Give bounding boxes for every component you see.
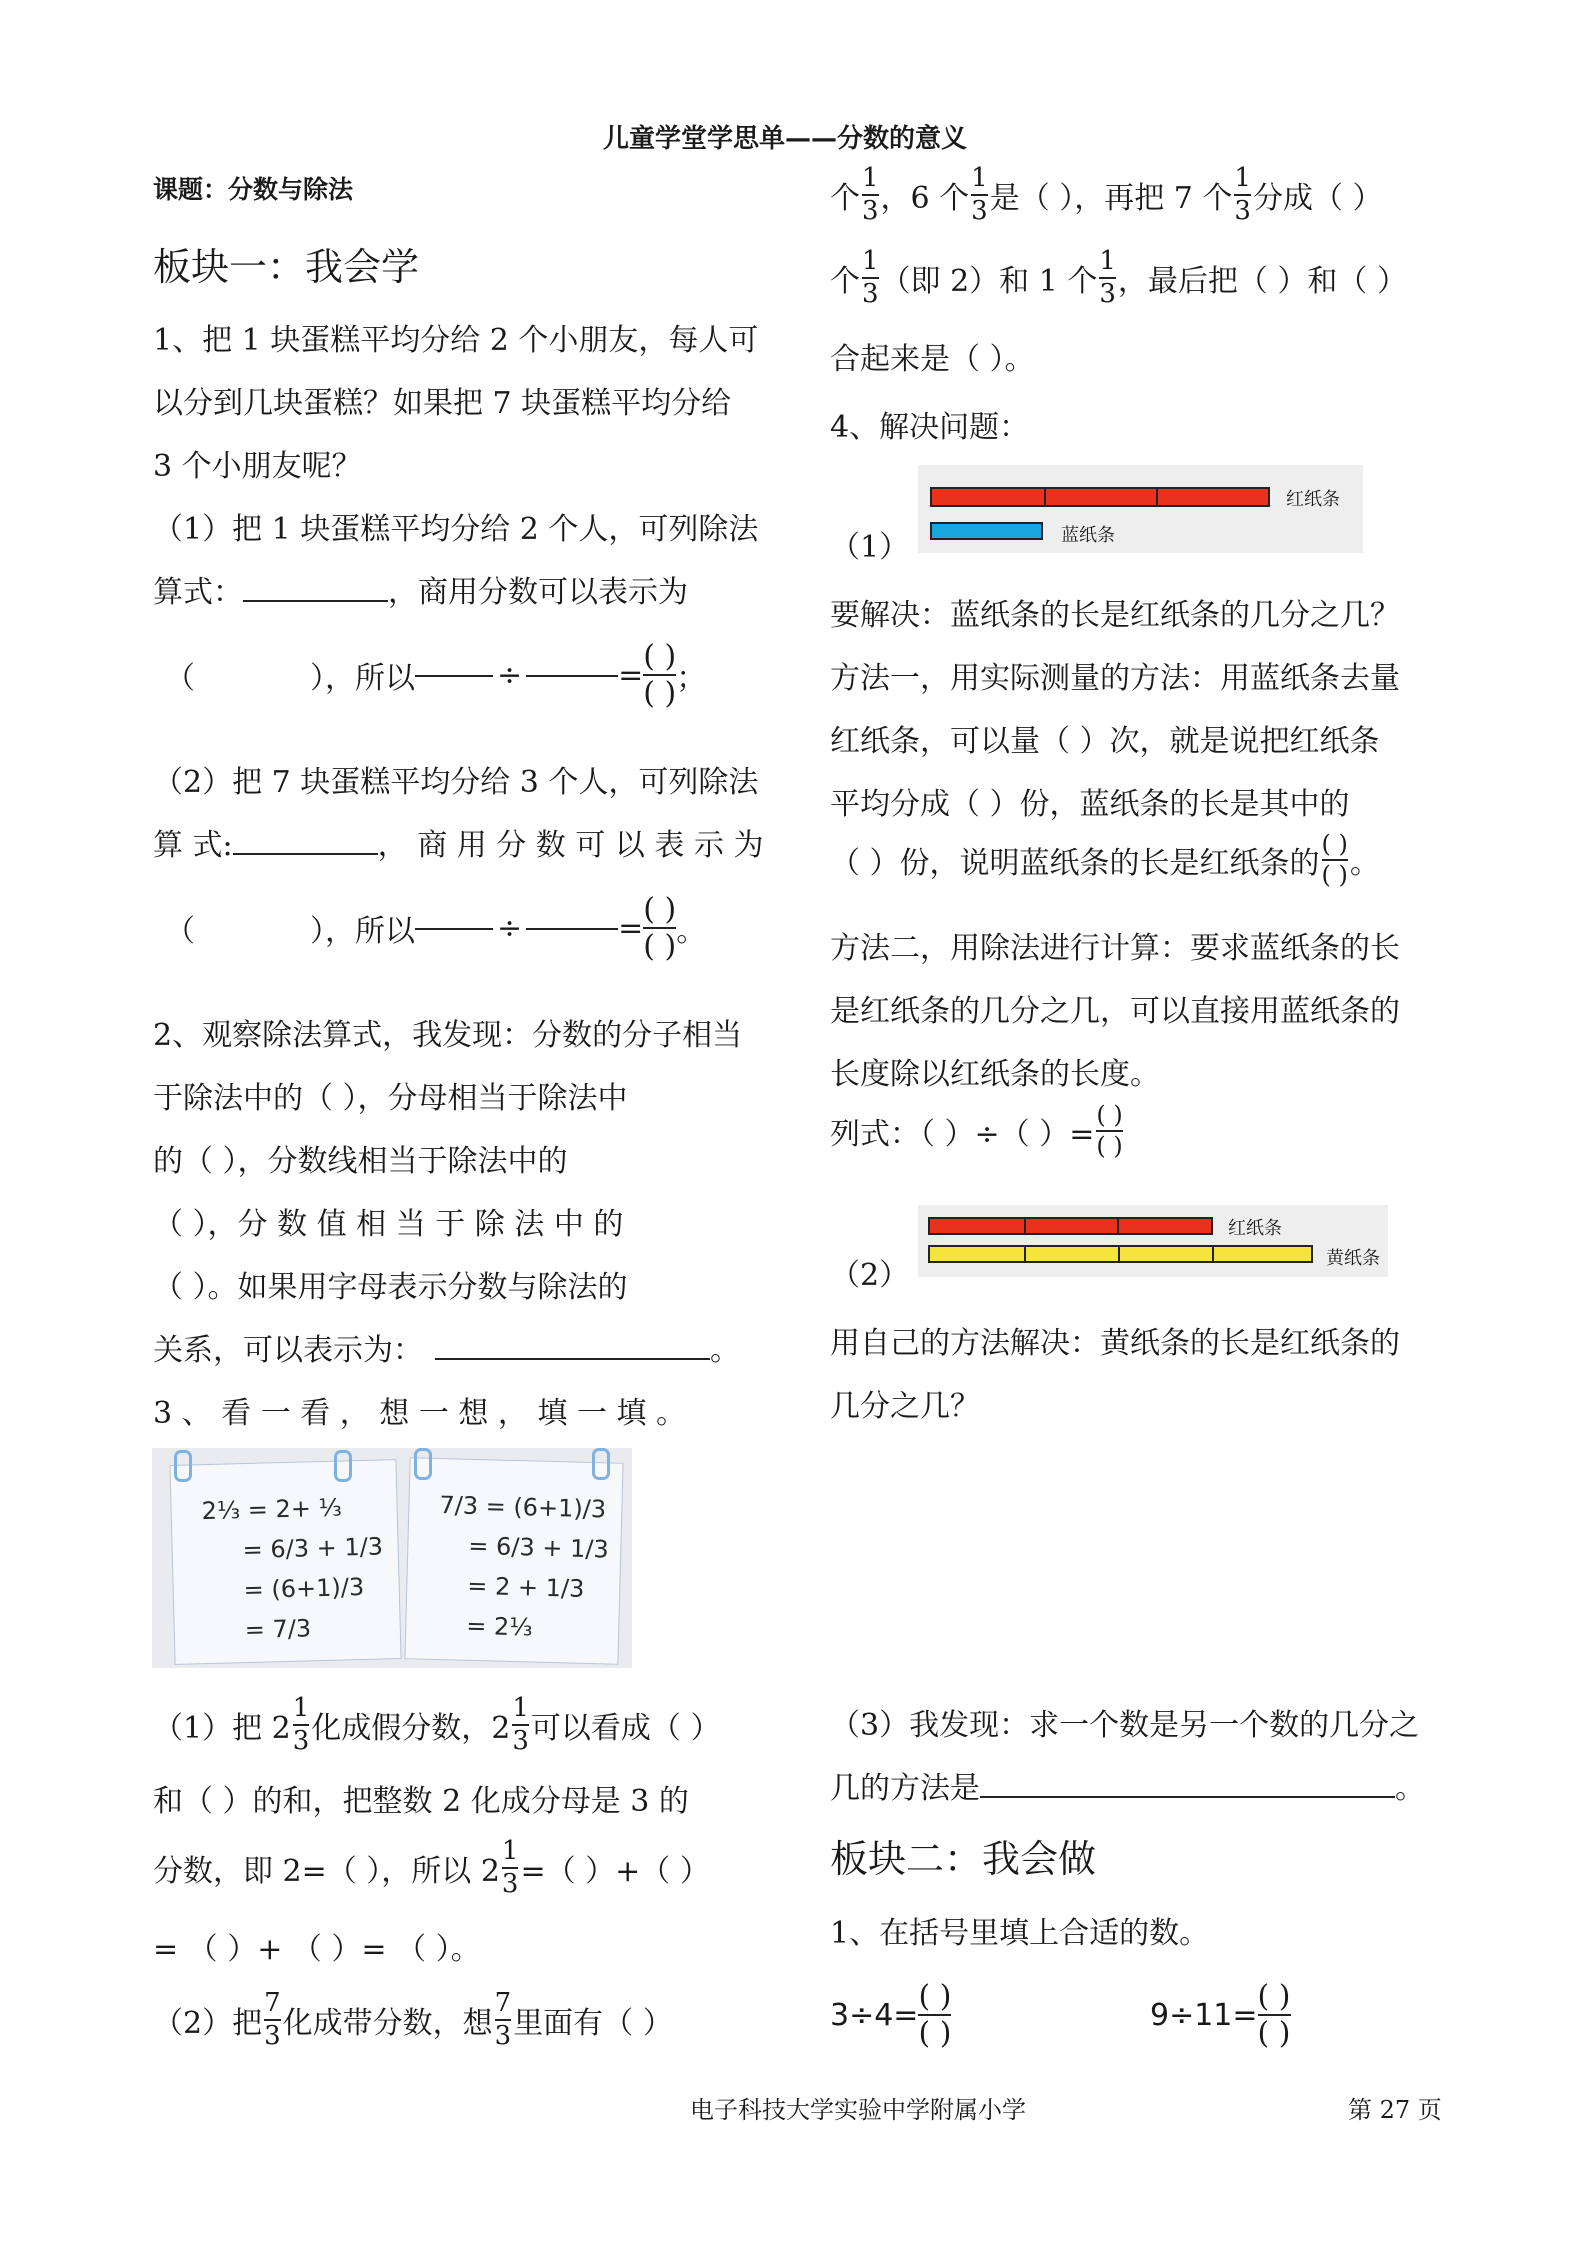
red-strip [930, 487, 1270, 507]
red-strip [928, 1217, 1213, 1235]
q4-line8: 长度除以红纸条的长度。 [830, 1057, 1160, 1092]
q4-line5 [830, 832, 1380, 888]
q3-left-step3: = (6+1)/3 [243, 1572, 365, 1605]
page-title: 儿童学堂学思单——分数的意义 [603, 124, 968, 154]
q1-part2-prefix: 算 式: [153, 828, 233, 863]
q1-part1-open-paren: （ [165, 661, 195, 696]
right-cont-line2 [830, 248, 1407, 309]
q3-part1-line3 [153, 1838, 710, 1899]
right-text-g: ，最后把（ ）和（ ） [1117, 264, 1407, 300]
q1-part1-expression-blank[interactable] [243, 599, 388, 602]
blue-strip [930, 522, 1043, 540]
q3-part2-line1 [153, 1990, 673, 2051]
q3-illustration [152, 1448, 632, 1668]
fraction-denominator[interactable]: ( ) [643, 929, 677, 964]
q1-part2-divide-sign: ÷ [497, 910, 523, 946]
q2-line2: 于除法中的（ ），分母相当于除法中 [153, 1081, 628, 1116]
q1-part2-line2 [153, 820, 763, 864]
right-text-b: ，6 个 [880, 181, 970, 217]
right-text-a: 个 [830, 181, 860, 217]
q2-line5: （ ）。如果用字母表示分数与除法的 [153, 1270, 628, 1305]
q3-part1-text-b: 化成假分数，2 [311, 1711, 511, 1747]
q4-formula [830, 1103, 1125, 1159]
q3-paper-right [404, 1457, 623, 1665]
footer-page-number: 第 27 页 [1348, 2096, 1442, 2124]
paperclip-icon [414, 1448, 432, 1480]
fraction-seven-thirds: $\frac{7}{3}$ [264, 1988, 281, 2052]
q1-part2-line1: （2）把 7 块蛋糕平均分给 3 个人，可列除法 [153, 765, 759, 800]
q4-bars-figure-2 [918, 1205, 1388, 1277]
q1-line2: 以分到几块蛋糕？如果把 7 块蛋糕平均分给 [153, 386, 732, 421]
q3-right-step4: = 2⅓ [465, 1611, 533, 1642]
q4-part3-end: 。 [1395, 1771, 1425, 1806]
paperclip-icon [174, 1450, 192, 1482]
red-strip-label: 红纸条 [1228, 1218, 1282, 1239]
section-2-q1: 1、在括号里填上合适的数。 [830, 1916, 1210, 1951]
q1-part1-divide-sign: ÷ [497, 657, 523, 693]
section-1-title: 板块一：我会学 [153, 245, 420, 289]
q3-right-step1: 7/3 = (6+1)/3 [439, 1491, 607, 1524]
q3-right-step3: = 2 + 1/3 [466, 1571, 585, 1603]
right-text-c: 是（ ），再把 7 个 [989, 181, 1233, 217]
q4-part1-label: （1） [830, 530, 910, 565]
q3-part2-text-c: 里面有（ ） [513, 2006, 673, 2042]
q1-part1-so: ），所以 [310, 661, 415, 696]
q4-line5-end: 。 [1349, 846, 1380, 882]
red-strip-label: 红纸条 [1286, 489, 1340, 510]
q4-part3-line2 [830, 1763, 1425, 1807]
q4-formula-text: 列式：（ ）÷（ ）= [830, 1117, 1095, 1153]
q1-part1-prefix: 算式： [153, 575, 243, 610]
exercise-2-expression: 9÷11= [1150, 1997, 1258, 2033]
q1-line1: 1、把 1 块蛋糕平均分给 2 个小朋友，每人可 [153, 323, 759, 358]
exercise-1-fraction[interactable]: ( ) ( ) [918, 1979, 952, 2051]
paperclip-icon [592, 1448, 610, 1480]
q3-part2-text-a: （2）把 [153, 2006, 263, 2042]
q4-part3-text: 几的方法是 [830, 1771, 980, 1806]
q4-line2: 方法一，用实际测量的方法：用蓝纸条去量 [830, 661, 1400, 696]
right-text-d: 分成（ ） [1252, 181, 1383, 217]
fraction-one-third: $\frac{1}{3}$ [862, 246, 879, 310]
q1-part2-divisor-blank[interactable] [526, 927, 618, 930]
fraction-numerator[interactable]: ( ) [643, 892, 677, 927]
q1-part2-fraction[interactable] [643, 893, 676, 963]
section-2-title: 板块二：我会做 [830, 1837, 1097, 1881]
q3-part1-line1 [153, 1695, 720, 1756]
q1-part2-dividend-blank[interactable] [415, 927, 493, 930]
q4-formula-fraction[interactable]: $\frac{( )}{( )}$ [1096, 1101, 1123, 1161]
q1-part1-suffix: ，商用分数可以表示为 [388, 575, 688, 610]
q1-part2-end: 。 [676, 914, 707, 949]
q3-left-step2: = 6/3 + 1/3 [242, 1532, 384, 1565]
fraction-one-third: $\frac{1}{3}$ [512, 1693, 529, 1757]
q2-relation-end: 。 [710, 1333, 740, 1368]
q2-line1: 2、观察除法算式，我发现：分数的分子相当 [153, 1018, 743, 1053]
q2-line6 [153, 1325, 740, 1369]
q1-part1-dividend-blank[interactable] [415, 674, 493, 677]
section-2-exercise-2 [1150, 1980, 1291, 2050]
q3-right-step2: = 6/3 + 1/3 [468, 1531, 610, 1564]
q1-part1-line1: （1）把 1 块蛋糕平均分给 2 个人，可列除法 [153, 512, 759, 547]
q4-part2-line1: 用自己的方法解决：黄纸条的长是红纸条的 [830, 1326, 1400, 1361]
q4-bars-figure-1 [918, 465, 1363, 553]
q2-relation-blank[interactable] [435, 1357, 710, 1360]
fraction-one-third: $\frac{1}{3}$ [292, 1693, 310, 1757]
q3-heading: 3 、 看 一 看 ， 想 一 想 ， 填 一 填 。 [153, 1396, 687, 1431]
q1-part2-expression-blank[interactable] [233, 852, 378, 855]
q1-part1-fraction[interactable] [643, 640, 676, 710]
section-2-exercise-1 [830, 1980, 951, 2050]
q3-left-step1: 2⅓ = 2+ ⅓ [201, 1493, 343, 1526]
right-cont-line1 [830, 165, 1383, 226]
fraction-one-third: $\frac{1}{3}$ [501, 1836, 519, 1900]
q1-part1-equals: = [618, 657, 644, 693]
q3-part1-text-d: 分数，即 2=（ ），所以 2 [153, 1854, 500, 1890]
q3-part1-text-a: （1）把 2 [153, 1711, 291, 1747]
yellow-strip-label: 黄纸条 [1326, 1248, 1380, 1269]
right-cont-line3: 合起来是（ ）。 [830, 342, 1035, 377]
q3-part1-line2: 和（ ）的和，把整数 2 化成分母是 3 的 [153, 1784, 689, 1819]
q3-part1-line4: = （ ）+ （ ）= （ ）。 [153, 1932, 481, 1967]
q4-heading: 4、解决问题： [830, 410, 1030, 445]
q3-left-step4: = 7/3 [244, 1614, 312, 1645]
fraction-one-third: $\frac{1}{3}$ [1099, 246, 1116, 310]
q1-part2-suffix: ， 商 用 分 数 可 以 表 示 为 [377, 828, 764, 863]
q1-line3: 3 个小朋友呢？ [153, 449, 362, 484]
q1-part1-divisor-blank[interactable] [526, 674, 618, 677]
q3-part2-text-b: 化成带分数，想 [282, 2006, 493, 2042]
q3-part1-text-c: 可以看成（ ） [530, 1711, 721, 1747]
q4-line4: 平均分成（ ）份，蓝纸条的长是其中的 [830, 787, 1350, 822]
right-text-e: 个 [830, 264, 860, 300]
exercise-2-fraction[interactable]: ( ) ( ) [1257, 1979, 1291, 2051]
q2-relation-prefix: 关系，可以表示为： [153, 1333, 423, 1368]
q2-line3: 的（ ），分数线相当于除法中的 [153, 1144, 568, 1179]
q1-part2-so: ），所以 [310, 914, 415, 949]
q4-part2-line2: 几分之几？ [830, 1389, 980, 1424]
q1-part2-line3 [165, 893, 706, 963]
paperclip-icon [334, 1450, 352, 1482]
q1-part1-end: ； [676, 661, 707, 696]
q3-paper-left [169, 1459, 401, 1665]
q4-line1: 要解决：蓝纸条的长是红纸条的几分之几？ [830, 598, 1400, 633]
q4-answer-fraction[interactable]: $\frac{( )}{( )}$ [1321, 830, 1348, 890]
fraction-denominator[interactable]: ( ) [643, 676, 677, 711]
q3-part1-text-e: =（ ）+（ ） [520, 1854, 710, 1890]
q4-line5-text: （ ）份，说明蓝纸条的长是红纸条的 [830, 846, 1320, 882]
q1-part1-line2 [153, 567, 688, 611]
exercise-1-expression: 3÷4= [830, 1997, 919, 2033]
q2-line4: （ ），分 数 值 相 当 于 除 法 中 的 [153, 1207, 624, 1242]
yellow-strip [928, 1245, 1313, 1263]
q4-part3-line1: （3）我发现：求一个数是另一个数的几分之 [830, 1708, 1420, 1743]
q4-line6: 方法二，用除法进行计算：要求蓝纸条的长 [830, 931, 1400, 966]
blue-strip-label: 蓝纸条 [1061, 525, 1115, 546]
q4-part2-label: （2） [830, 1258, 910, 1293]
fraction-one-third: $\frac{1}{3}$ [1234, 163, 1251, 227]
lesson-topic: 课题：分数与除法 [153, 175, 354, 204]
fraction-seven-thirds: $\frac{7}{3}$ [494, 1988, 512, 2052]
footer-school: 电子科技大学实验中学附属小学 [690, 2096, 1026, 2124]
fraction-numerator[interactable]: ( ) [643, 639, 677, 674]
right-text-f: （即 2）和 1 个 [880, 264, 1098, 300]
fraction-one-third: $\frac{1}{3}$ [862, 163, 879, 227]
q4-method-blank[interactable] [980, 1795, 1395, 1798]
q1-part1-line3 [165, 640, 706, 710]
fraction-one-third: $\frac{1}{3}$ [971, 163, 988, 227]
q4-line7: 是红纸条的几分之几，可以直接用蓝纸条的 [830, 994, 1400, 1029]
q1-part2-equals: = [618, 910, 644, 946]
q1-part2-open-paren: （ [165, 914, 195, 949]
q4-line3: 红纸条，可以量（ ）次，就是说把红纸条 [830, 724, 1380, 759]
